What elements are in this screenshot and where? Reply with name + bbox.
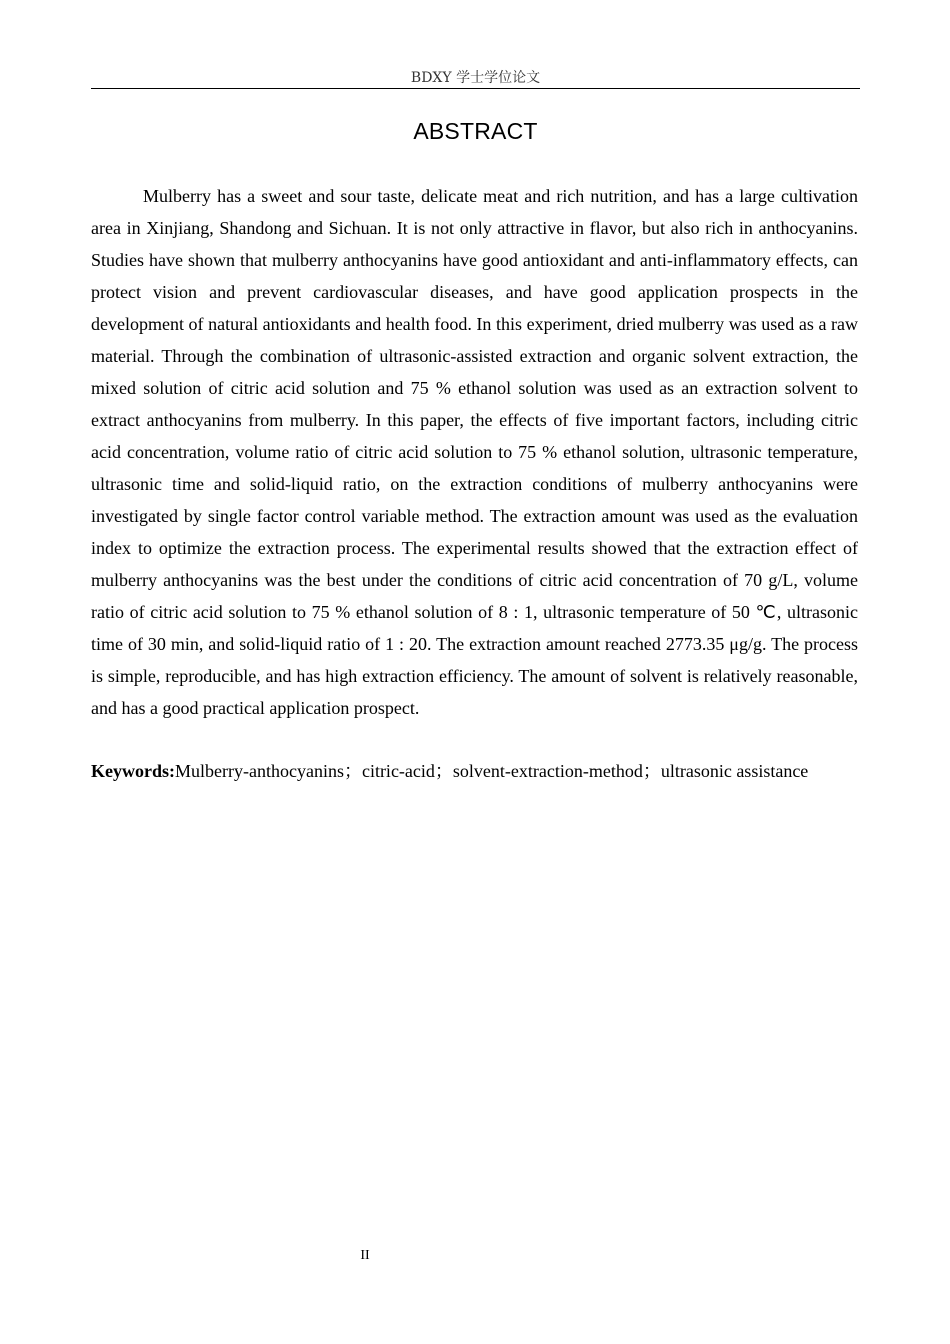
keywords-line (91, 755, 871, 787)
page-number: II (360, 1248, 370, 1263)
keywords-text: Mulberry-anthocyanins；citric-acid；solvent-extraction-method；ultrasonic assistance (175, 761, 809, 781)
running-header: BDXY 学士学位论文 (410, 70, 541, 86)
abstract-title: ABSTRACT (413, 118, 538, 144)
header-rule (91, 88, 860, 89)
abstract-paragraph: Mulberry has a sweet and sour taste, delicate meat and rich nutrition, and has a large cultivation area in Xinjiang, Shandong and Sichuan. It is not only attractive in flavor, but also rich in anthocyanins. Studies have shown that mulberry anthocyanins have good antioxidant and anti-inflammatory effects, can protect vision and prevent cardiovascular diseases, and have good application prospects in the development of natural antioxidants and health food. In this experiment, dried mulberry was used as a raw material. Through the combination of ultrasonic-assisted extraction and organic solvent extraction, the mixed solution of citric acid solution and 75 % ethanol solution was used as an extraction solvent to extract anthocyanins from mulberry. In this paper, the effects of five important factors, including citric acid concentration, volume ratio of citric acid solution to 75 % ethanol solution, ultrasonic temperature, ultrasonic time and solid-liquid ratio, on the extraction conditions of mulberry anthocyanins were investigated by single factor control variable method. The extraction amount was used as the evaluation index to optimize the extraction process. The experimental results showed that the extraction effect of mulberry anthocyanins was the best under the conditions of citric acid concentration of 70 g/L, volume ratio of citric acid solution to 75 % ethanol solution of 8 : 1, ultrasonic temperature of 50 ℃, ultrasonic time of 30 min, and solid-liquid ratio of 1 : 20. The extraction amount reached 2773.35 μg/g. The process is simple, reproducible, and has high extraction efficiency. The amount of solvent is relatively reasonable, and has a good practical application prospect. (91, 186, 858, 718)
keywords-label: Keywords: (91, 761, 175, 781)
